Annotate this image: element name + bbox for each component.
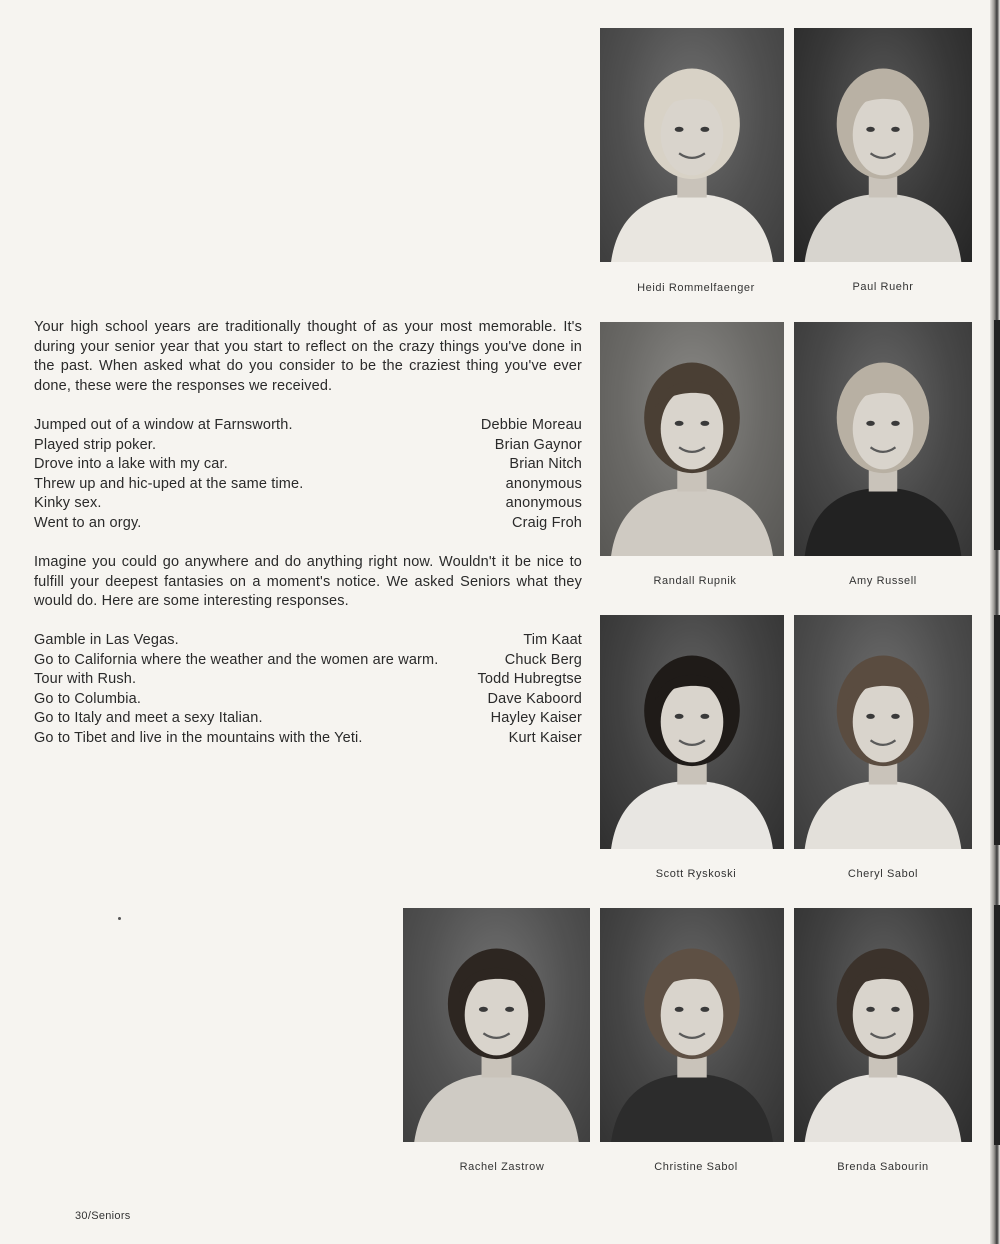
portrait-silhouette <box>794 322 972 556</box>
response-author: Dave Kaboord <box>487 690 582 707</box>
senior-portrait-photo <box>794 322 972 556</box>
portrait-silhouette <box>794 615 972 849</box>
response-row <box>34 670 582 690</box>
intro-text: Imagine you could go anywhere and do anything right now. Wouldn't it be nice to fulfill your deepest fantasies on a moment's notice. We asked Seniors what they would do. Here are some interesting responses. <box>34 554 582 609</box>
response-text: Go to Tibet and live in the mountains with the Yeti. <box>34 729 363 746</box>
response-author: Todd Hubregtse <box>477 671 582 687</box>
portrait-caption: Amy Russell <box>849 575 917 587</box>
portrait-caption: Paul Ruehr <box>852 281 914 293</box>
response-row <box>34 416 582 436</box>
response-text: Went to an orgy. <box>34 514 142 531</box>
response-author: anonymous <box>505 495 582 511</box>
response-author: Craig Froh <box>512 514 582 531</box>
intro-text: Your high school years are traditionally thought of as your most memorable. It's during your senior year that you start to reflect on the crazy things you've done in the past. When asked what do you consider to be the craziest thing you've ever done, these were the responses we received. <box>34 319 582 394</box>
print-speck <box>118 917 121 920</box>
senior-portrait-photo <box>600 28 784 262</box>
binding-edge-shadow <box>994 905 1000 1145</box>
portrait-silhouette <box>600 28 784 262</box>
response-author: anonymous <box>505 475 582 492</box>
portrait-caption: Brenda Sabourin <box>837 1161 929 1173</box>
response-author: Hayley Kaiser <box>490 710 582 726</box>
portrait-silhouette <box>794 908 972 1142</box>
portrait-caption: Heidi Rommelfaenger <box>637 282 755 294</box>
response-author: Brian Gaynor <box>494 436 582 453</box>
response-text: Jumped out of a window at Farnsworth. <box>34 417 293 433</box>
intro-paragraph-fantasies <box>34 553 582 612</box>
binding-edge-shadow <box>994 615 1000 845</box>
portrait-caption: Christine Sabol <box>654 1161 738 1173</box>
response-row <box>34 690 582 710</box>
response-author: Debbie Moreau <box>480 417 582 433</box>
response-text: Gamble in Las Vegas. <box>34 632 179 648</box>
fantasy-responses-list <box>34 631 582 748</box>
response-row <box>34 631 582 651</box>
response-author: Kurt Kaiser <box>508 729 582 746</box>
senior-portrait-photo <box>794 28 972 262</box>
portrait-silhouette <box>600 322 784 556</box>
response-author: Brian Nitch <box>509 456 582 472</box>
portrait-caption: Randall Rupnik <box>653 575 737 587</box>
binding-edge-shadow <box>994 320 1000 550</box>
response-text: Go to Columbia. <box>34 690 142 707</box>
portrait-silhouette <box>600 908 784 1142</box>
senior-portrait-photo <box>600 322 784 556</box>
response-row <box>34 436 582 456</box>
response-row <box>34 651 582 671</box>
portrait-silhouette <box>794 28 972 262</box>
intro-paragraph-craziest <box>34 318 582 396</box>
response-row <box>34 709 582 729</box>
craziest-responses-list <box>34 416 582 533</box>
senior-portrait-photo <box>403 908 590 1142</box>
senior-portrait-photo <box>600 615 784 849</box>
response-text: Tour with Rush. <box>34 671 137 687</box>
portrait-caption: Scott Ryskoski <box>655 868 737 880</box>
senior-portrait-photo <box>794 615 972 849</box>
response-row <box>34 729 582 749</box>
response-row <box>34 494 582 514</box>
portrait-caption: Cheryl Sabol <box>847 868 919 880</box>
senior-portrait-photo <box>794 908 972 1142</box>
response-text: Go to California where the weather and the women are warm. <box>34 651 439 668</box>
portrait-caption: Rachel Zastrow <box>459 1161 545 1173</box>
senior-portrait-photo <box>600 908 784 1142</box>
response-row <box>34 475 582 495</box>
response-text: Played strip poker. <box>34 436 157 453</box>
portrait-silhouette <box>600 615 784 849</box>
page-folio: 30/Seniors <box>75 1210 131 1222</box>
response-text: Kinky sex. <box>34 495 102 511</box>
response-author: Tim Kaat <box>523 632 582 648</box>
portrait-silhouette <box>403 908 590 1142</box>
response-text: Threw up and hic-uped at the same time. <box>34 475 304 492</box>
response-row <box>34 514 582 534</box>
response-text: Drove into a lake with my car. <box>34 456 228 472</box>
response-row <box>34 455 582 475</box>
response-author: Chuck Berg <box>504 651 582 668</box>
response-text: Go to Italy and meet a sexy Italian. <box>34 710 263 726</box>
